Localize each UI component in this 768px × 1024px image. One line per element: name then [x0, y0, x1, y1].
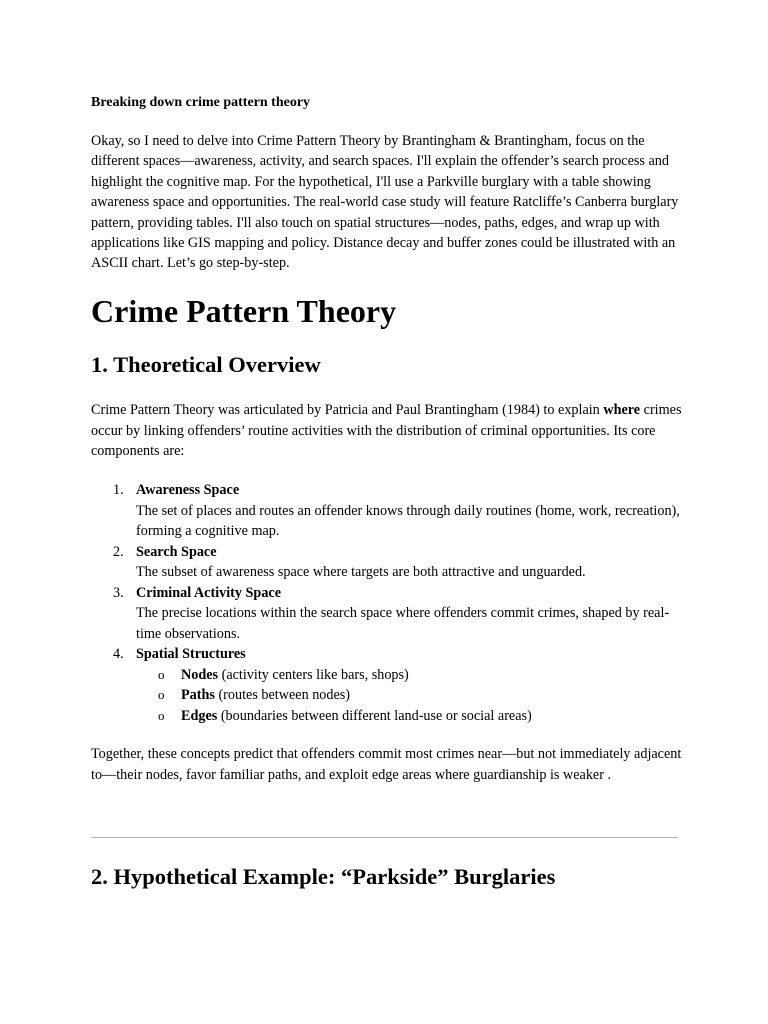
page-title: Crime Pattern Theory [91, 293, 397, 329]
sub-item-text: (routes between nodes) [214, 687, 351, 703]
sub-item-term: Paths [181, 687, 215, 703]
list-number: 1. [113, 482, 124, 498]
sub-item-text: (boundaries between different land-use or social areas) [217, 707, 532, 724]
list-item-heading: Awareness Space [136, 482, 240, 498]
section-divider [91, 837, 678, 838]
list-item-heading: Criminal Activity Space [136, 584, 282, 601]
sub-list-item [136, 706, 691, 727]
list-item-description: The precise locations within the search space where offenders commit crimes, shaped by real-time observations. [136, 605, 670, 642]
intro-text-before: Crime Pattern Theory was articulated by Patricia and Paul Brantingham (1984) to explain [91, 402, 604, 418]
overview-intro [91, 400, 691, 462]
thinking-body: Okay, so I need to delve into Crime Pattern Theory by Brantingham & Brantingham, focus on the different spaces—awareness, activity, and search spaces. I'll explain the offender’s search process and highlight the cognitive map. For the hypothetical, I'll use a Parkville burglary with a table showing awareness space and opportunities. The real-world case study will feature Ratcliffe’s Canberra burglary pattern, providing tables. I'll also touch on spatial structures—nodes, paths, edges, and wrap up with applications like GIS mapping and policy. Distance decay and buffer zones could be illustrated with an ASCII chart. Let’s go step-by-step. [91, 133, 679, 272]
circle-bullet-icon: o [158, 666, 165, 682]
circle-bullet-icon: o [158, 687, 165, 702]
list-item-description: The set of places and routes an offender knows through daily routines (home, work, recreation), forming a cognitive map. [136, 502, 680, 539]
list-item [91, 480, 691, 542]
circle-bullet-icon: o [158, 707, 165, 723]
list-item [91, 542, 691, 583]
spatial-structures-sublist [136, 665, 691, 727]
list-item [91, 644, 691, 726]
list-item-heading: Spatial Structures [136, 646, 246, 662]
list-item-description: The subset of awareness space where targets are both attractive and unguarded. [136, 564, 586, 580]
overview-conclusion: Together, these concepts predict that offenders commit most crimes near—but not immediately adjacent to—their nodes, favor familiar paths, and exploit edge areas where guardianship is weaker . [91, 746, 682, 783]
sub-item-term: Nodes [181, 666, 219, 683]
list-item [91, 583, 691, 645]
sub-item-term: Edges [181, 707, 218, 724]
list-number: 4. [113, 646, 124, 662]
list-item-heading: Search Space [136, 543, 217, 560]
sub-list-item [136, 685, 691, 706]
section-heading-hypothetical: 2. Hypothetical Example: “Parkside” Burglaries [91, 864, 556, 889]
list-number: 3. [113, 584, 124, 601]
intro-text-after: crimes occur by linking offenders’ routine activities with the distribution of criminal opportunities. Its core components are: [91, 402, 682, 459]
sub-list-item [136, 665, 691, 686]
sub-item-text: (activity centers like bars, shops) [218, 666, 409, 683]
thinking-title: Breaking down crime pattern theory [91, 95, 311, 110]
intro-bold-where: where [603, 402, 641, 418]
list-number: 2. [113, 543, 124, 560]
core-components-list [91, 480, 691, 726]
section-heading-overview: 1. Theoretical Overview [91, 352, 321, 377]
